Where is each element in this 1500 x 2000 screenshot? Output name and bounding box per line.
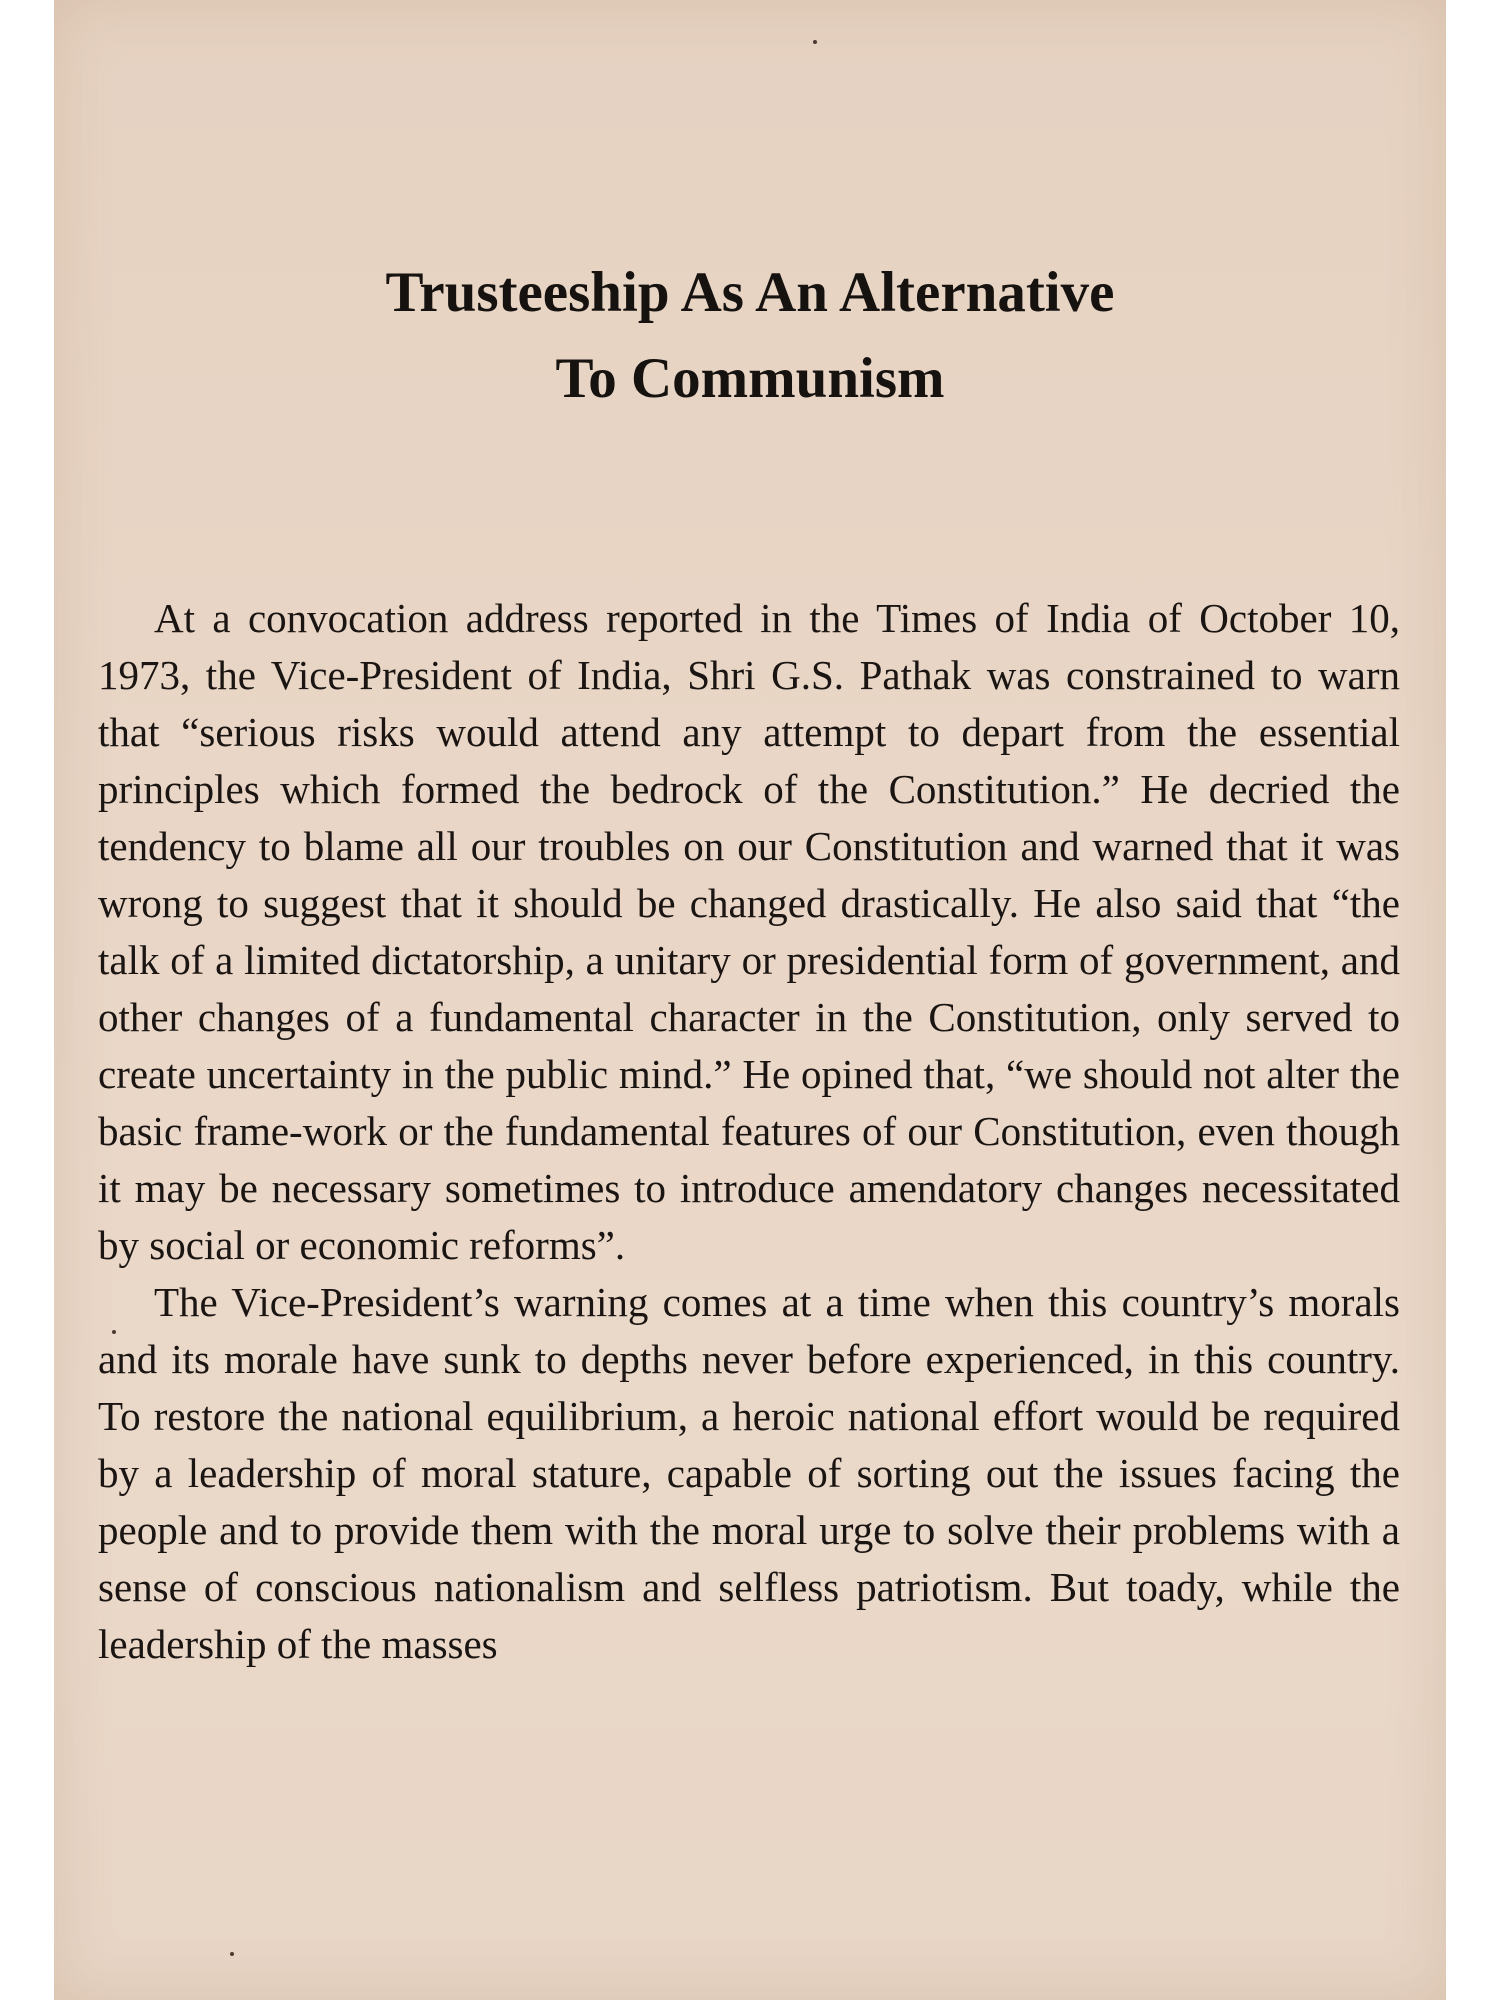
speck-mark	[813, 40, 817, 44]
title-line-1: Trusteeship As An Alternative	[385, 261, 1115, 324]
speck-mark	[230, 1952, 234, 1956]
show-through-top	[94, 10, 1416, 67]
paragraph-2: The Vice-President’s warning comes at a time when this country’s morals and its morale have sunk to depths never before experienced, in this country. To restore the national equilibrium, a heroic national effort would be required by a leadership of moral stature, capable of sorting out the issues facing the people and to provide them with the moral urge to solve their problems with a sense of conscious nationalism and selfless patriotism. But toady, while the leadership of the masses	[98, 1279, 1400, 1667]
speck-mark	[112, 1330, 116, 1334]
paragraph-1: At a convocation address reported in the Times of India of October 10, 1973, the Vice-President of India, Shri G.S. Pathak was constrained to warn that “serious risks would attend any attempt to depart from the essential principles which formed the bedrock of the Constitution.” He decried the tendency to blame all our troubles on our Constitution and warned that it was wrong to suggest that it should be changed drastically. He also said that “the talk of a limited dictatorship, a unitary or presidential form of government, and other changes of a fundamental character in the Constitution, only served to create uncertainty in the public mind.” He opined that, “we should not alter the basic frame-work or the fundamental features of our Constitution, even though it may be necessary sometimes to introduce amendatory changes necessitated by social or economic reforms”.	[98, 595, 1400, 1268]
body-text	[98, 590, 1400, 1673]
title-line-2: To Communism	[555, 347, 945, 410]
book-page	[54, 0, 1446, 2000]
page-title	[54, 250, 1446, 422]
